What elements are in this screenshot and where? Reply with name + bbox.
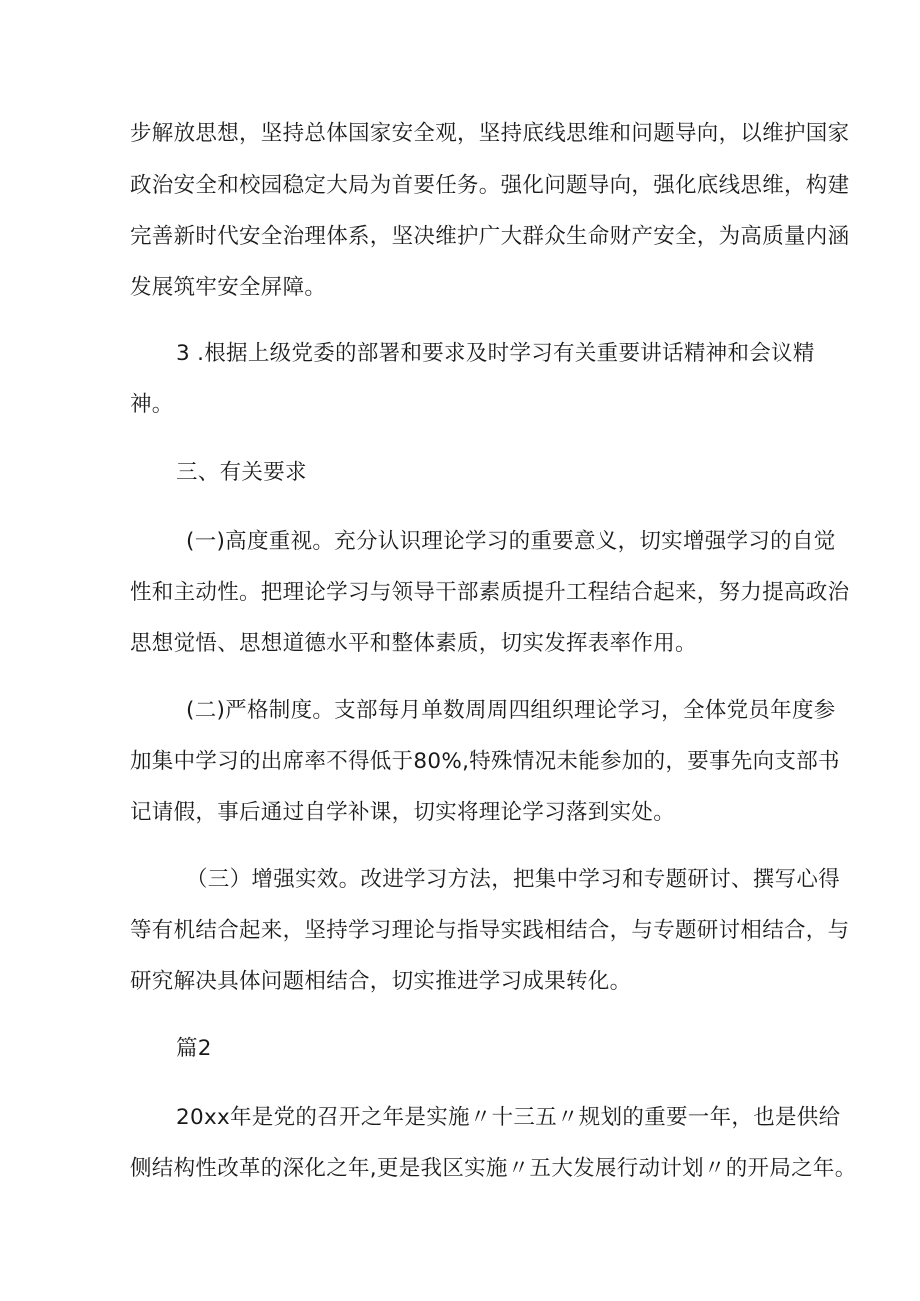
paragraph-line: 发展筑牢安全屏障。 xyxy=(130,275,327,300)
requirement-item-2: (二)严格制度。支部每月单数周周四组织理论学习，全体党员年度参 xyxy=(186,698,836,723)
paragraph-line: 政治安全和校园稳定大局为首要任务。强化问题导向，强化底线思维，构建 xyxy=(130,173,850,198)
paragraph-line: 20xx年是党的召开之年是实施〃十三五〃规划的重要一年，也是供给 xyxy=(176,1105,841,1130)
numbered-item-3: 3 .根据上级党委的部署和要求及时学习有关重要讲话精神和会议精 xyxy=(176,341,815,366)
part-heading: 篇2 xyxy=(176,1036,212,1061)
paragraph-line: 加集中学习的出席率不得低于80%,特殊情况未能参加的，要事先向支部书 xyxy=(130,749,840,774)
section-heading: 三、有关要求 xyxy=(176,460,307,485)
paragraph-line: 等有机结合起来，坚持学习理论与指导实践相结合，与专题研讨相结合，与 xyxy=(130,918,850,943)
paragraph-line: 性和主动性。把理论学习与领导干部素质提升工程结合起来，努力提高政治 xyxy=(130,580,850,605)
paragraph-line: 研究解决具体问题相结合，切实推进学习成果转化。 xyxy=(130,969,632,994)
paragraph-line: 侧结构性改革的深化之年,更是我区实施〃五大发展行动计划〃的开局之年。 xyxy=(130,1156,857,1181)
paragraph-line: 神。 xyxy=(130,392,174,417)
paragraph-line: 完善新时代安全治理体系，坚决维护广大群众生命财产安全，为高质量内涵 xyxy=(130,224,850,249)
paragraph-line: 步解放思想，坚持总体国家安全观，坚持底线思维和问题导向，以维护国家 xyxy=(130,121,850,146)
paragraph-line: 思想觉悟、思想道德水平和整体素质，切实发挥表率作用。 xyxy=(130,631,697,656)
paragraph-line: 记请假，事后通过自学补课，切实将理论学习落到实处。 xyxy=(130,800,676,825)
requirement-item-1: (一)高度重视。充分认识理论学习的重要意义，切实增强学习的自觉 xyxy=(186,529,836,554)
requirement-item-3: （三）增强实效。改进学习方法，把集中学习和专题研讨、撰写心得 xyxy=(186,867,841,892)
